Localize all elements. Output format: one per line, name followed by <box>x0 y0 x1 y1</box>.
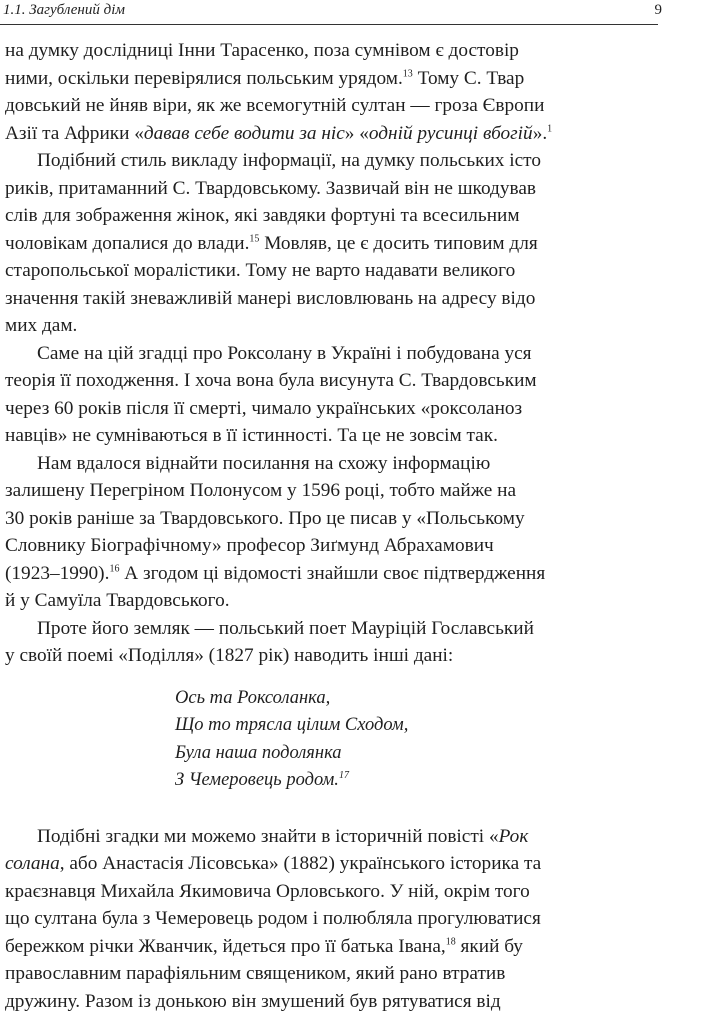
spacer <box>5 670 705 685</box>
poem-line: Ось та Роксоланка, <box>175 685 705 713</box>
spacer <box>5 795 705 823</box>
paragraph <box>5 147 705 340</box>
footnote-ref[interactable]: 17 <box>339 770 349 781</box>
text-line: що султана була з Чемеровець родом і полюбляла прогулюватися <box>5 905 705 933</box>
poem-line <box>175 767 705 795</box>
text-line <box>5 933 705 961</box>
text-line: довський не йняв віри, як же всемогутній султан — гроза Європи <box>5 92 705 120</box>
text-line: Словнику Біографічному» професор Зиґмунд Абрахамович <box>5 532 705 560</box>
text-line <box>5 560 705 588</box>
footnote-ref[interactable]: 13 <box>403 68 413 79</box>
text-line <box>5 65 705 93</box>
text-line: й у Самуїла Твардовського. <box>5 587 705 615</box>
text-run: З Чемеровець родом. <box>175 770 339 790</box>
paragraph <box>5 340 705 450</box>
page-number: 9 <box>655 2 663 19</box>
poem-line: Була наша подолянка <box>175 740 705 768</box>
text-run: який бу <box>456 936 523 957</box>
italic-quote: давав себе водити за ніс <box>144 123 345 144</box>
text-run: чоловікам допалися до влади. <box>5 233 249 254</box>
text-run: Тому С. Твар <box>413 68 524 89</box>
poem-quote <box>5 685 705 795</box>
text-run: Азії та Африки « <box>5 123 144 144</box>
italic-title: солана <box>5 853 60 874</box>
text-line: мих дам. <box>5 312 705 340</box>
body-text <box>5 37 705 1015</box>
text-run: ними, оскільки перевірялися польським урядом. <box>5 68 403 89</box>
footnote-ref[interactable]: 16 <box>109 563 119 574</box>
text-line: у своїй поемі «Поділля» (1827 рік) наводить інші дані: <box>5 642 705 670</box>
poem-line: Що то трясла цілим Сходом, <box>175 712 705 740</box>
footnote-ref[interactable]: 18 <box>446 936 456 947</box>
text-run: А згодом ці відомості знайшли своє підтвердження <box>119 563 545 584</box>
text-line: православним парафіяльним священиком, який рано втратив <box>5 960 705 988</box>
running-header <box>0 0 658 25</box>
text-line: Проте його земляк — польський поет Мауріцій Гославський <box>5 615 705 643</box>
text-line <box>5 850 705 878</box>
text-run: ». <box>533 123 547 144</box>
text-line: теорія її походження. І хоча вона була висунута С. Твардовським <box>5 367 705 395</box>
paragraph <box>5 615 705 670</box>
text-line: на думку дослідниці Інни Тарасенко, поза сумнівом є достовір <box>5 37 705 65</box>
text-run: бережком річки Жванчик, йдеться про її батька Івана, <box>5 936 446 957</box>
text-line: краєзнавця Михайла Якимовича Орловського. У ній, окрім того <box>5 878 705 906</box>
italic-quote: одній русинці вбогій <box>369 123 533 144</box>
paragraph <box>5 450 705 615</box>
text-run: Подібні згадки ми можемо знайти в історичній повісті « <box>37 826 499 847</box>
chapter-title: 1.1. Загублений дім <box>3 2 125 19</box>
paragraph <box>5 823 705 1015</box>
text-line <box>5 230 705 258</box>
text-run: » « <box>345 123 369 144</box>
italic-title: Рок <box>499 826 529 847</box>
text-line: 30 років раніше за Твардовського. Про це писав у «Польському <box>5 505 705 533</box>
text-line: слів для зображення жінок, які завдяки фортуні та всесильним <box>5 202 705 230</box>
text-line: навців» не сумніваються в її істинності. Та це не зовсім так. <box>5 422 705 450</box>
footnote-ref[interactable]: 1 <box>547 123 552 134</box>
text-line <box>5 823 705 851</box>
paragraph-continuation <box>5 37 705 147</box>
text-line: Саме на цій згадці про Роксолану в Україні і побудована уся <box>5 340 705 368</box>
text-line: Нам вдалося віднайти посилання на схожу інформацію <box>5 450 705 478</box>
text-run: (1923–1990). <box>5 563 109 584</box>
text-line: залишену Перегріном Полонусом у 1596 році, тобто майже на <box>5 477 705 505</box>
text-line: дружину. Разом із донькою він змушений був рятуватися від <box>5 988 705 1015</box>
text-run: Мовляв, це є досить типовим для <box>259 233 537 254</box>
text-line: значення такій зневажливій манері висловлювань на адресу відо <box>5 285 705 313</box>
text-line: старопольської моралістики. Тому не варто надавати великого <box>5 257 705 285</box>
text-line: риків, притаманний С. Твардовському. Зазвичай він не шкодував <box>5 175 705 203</box>
text-line: через 60 років після її смерті, чимало українських «роксоланоз <box>5 395 705 423</box>
text-line: Подібний стиль викладу інформації, на думку польських істо <box>5 147 705 175</box>
text-run: , або Анастасія Лісовська» (1882) українського історика та <box>60 853 541 874</box>
footnote-ref[interactable]: 15 <box>249 233 259 244</box>
text-line <box>5 120 705 148</box>
